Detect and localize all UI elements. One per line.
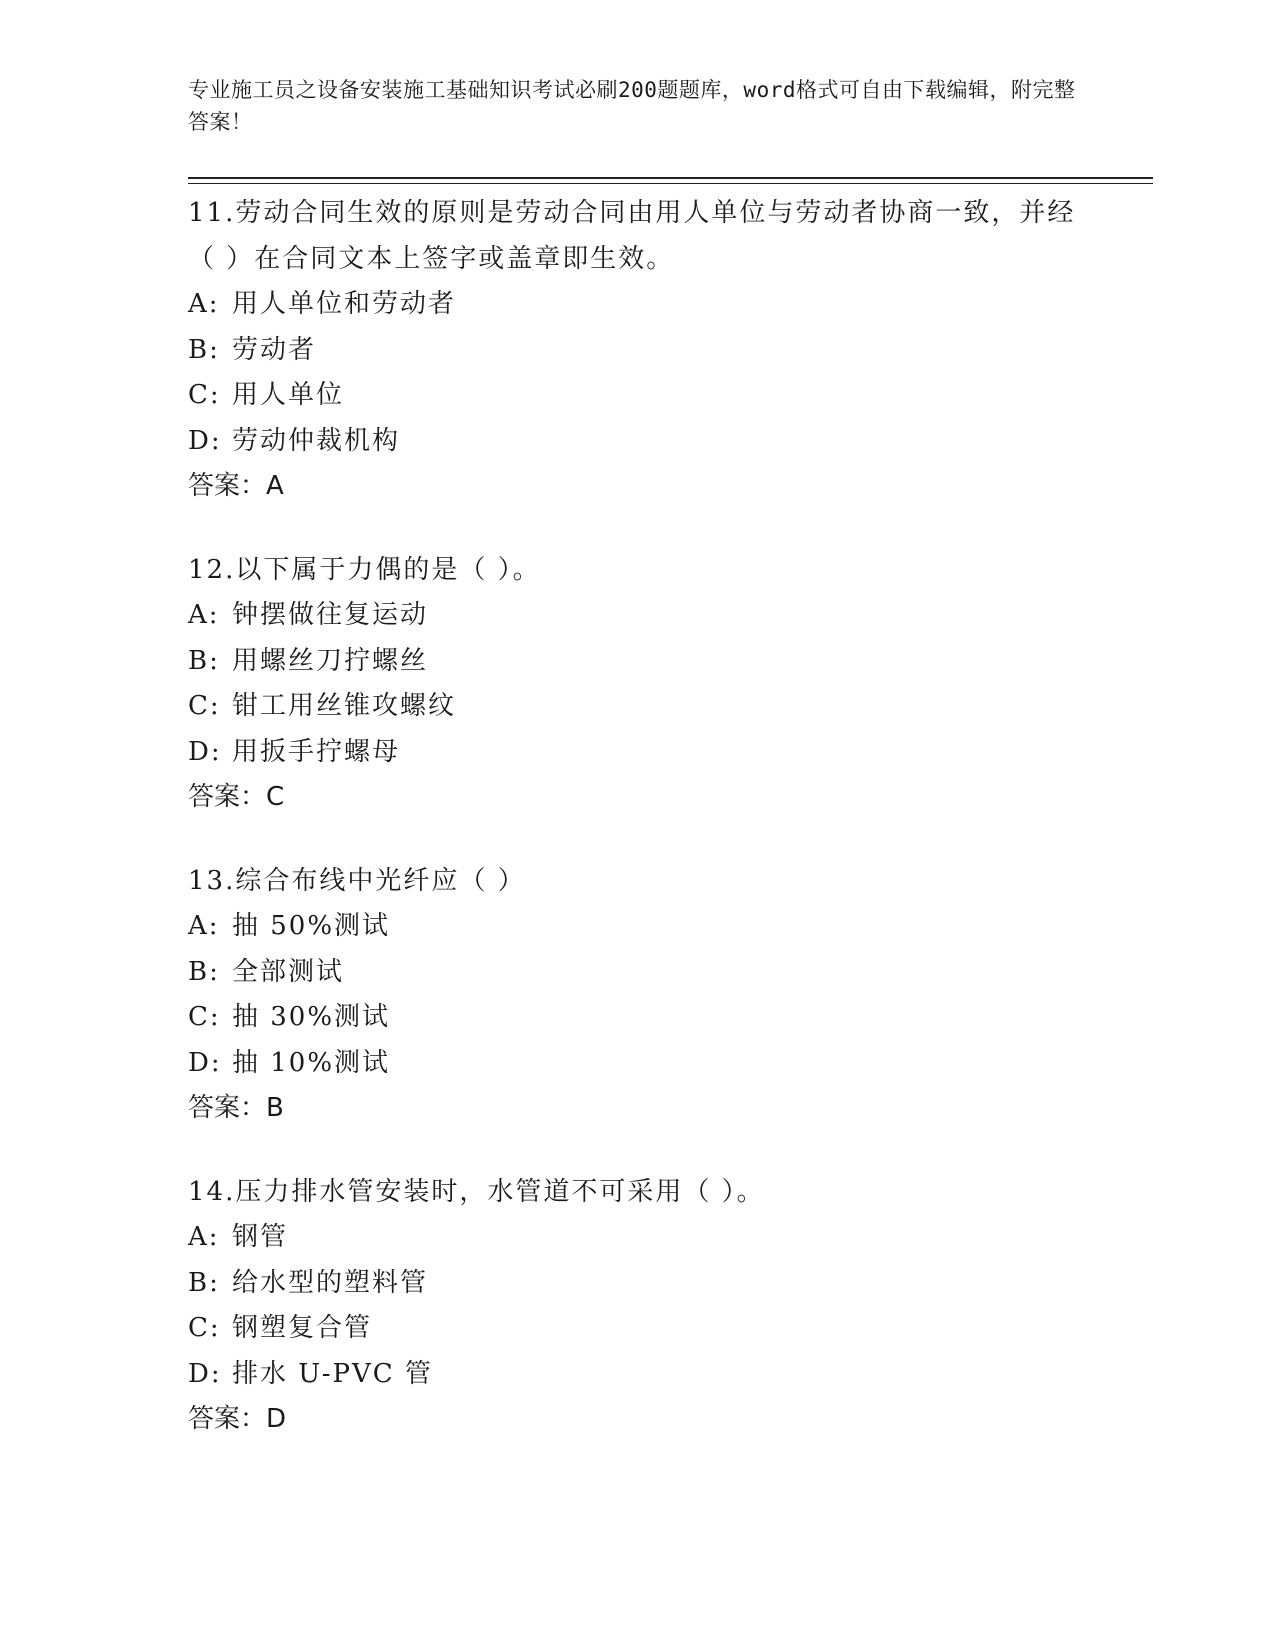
option-text: 钢塑复合管 <box>232 1313 373 1343</box>
option-b <box>188 639 1088 685</box>
option-label: C: <box>188 380 221 410</box>
option-c <box>188 684 1088 730</box>
question-stem: 11.劳动合同生效的原则是劳动合同由用人单位与劳动者协商一致，并经（ ）在合同文本上签字或盖章即生效。 <box>188 198 1076 274</box>
option-text: 用人单位 <box>232 380 345 410</box>
option-text: 抽 50%测试 <box>232 911 391 941</box>
option-label: C: <box>188 691 221 721</box>
question-12 <box>188 548 1088 821</box>
option-text: 全部测试 <box>232 956 345 987</box>
option-label: A: <box>188 600 220 630</box>
option-c <box>188 373 1088 419</box>
option-text: 钢管 <box>232 1222 289 1252</box>
option-label: C: <box>188 1002 221 1032</box>
option-label: B: <box>188 334 220 365</box>
answer-line: 答案：D <box>188 1404 287 1434</box>
header-divider-thick <box>188 177 1153 179</box>
answer-line: 答案：B <box>188 1093 284 1123</box>
option-text: 用扳手拧螺母 <box>232 736 401 767</box>
question-stem: 12.以下属于力偶的是（ ）。 <box>188 554 541 585</box>
option-text: 用人单位和劳动者 <box>232 289 457 319</box>
option-text: 抽 30%测试 <box>232 1002 391 1032</box>
question-14 <box>188 1170 1088 1443</box>
option-label: A: <box>188 289 220 319</box>
option-text: 钳工用丝锥攻螺纹 <box>232 691 457 721</box>
question-list <box>188 191 1088 1481</box>
option-label: B: <box>188 956 220 987</box>
option-label: D: <box>188 1358 222 1389</box>
option-d <box>188 419 1088 465</box>
option-text: 劳动仲裁机构 <box>232 425 401 456</box>
option-label: B: <box>188 1267 220 1298</box>
document-header: 专业施工员之设备安装施工基础知识考试必刷200题题库，word格式可自由下载编辑，附完整答案！ <box>188 78 1076 134</box>
option-c <box>188 995 1088 1041</box>
option-a <box>188 904 1088 950</box>
question-13 <box>188 859 1088 1132</box>
option-label: D: <box>188 736 222 767</box>
header-divider-thin <box>188 183 1153 184</box>
option-b <box>188 1261 1088 1307</box>
option-a <box>188 1215 1088 1261</box>
option-label: B: <box>188 645 220 676</box>
option-c <box>188 1306 1088 1352</box>
option-b <box>188 328 1088 374</box>
option-label: D: <box>188 425 222 456</box>
option-b <box>188 950 1088 996</box>
option-text: 排水 U-PVC 管 <box>232 1358 433 1389</box>
option-label: D: <box>188 1047 222 1078</box>
question-11 <box>188 191 1088 510</box>
option-d <box>188 730 1088 776</box>
question-stem: 13.综合布线中光纤应（ ） <box>188 865 526 896</box>
option-label: A: <box>188 911 220 941</box>
option-d <box>188 1041 1088 1087</box>
option-a <box>188 593 1088 639</box>
option-label: A: <box>188 1222 220 1252</box>
answer-line: 答案：A <box>188 471 284 501</box>
option-text: 抽 10%测试 <box>232 1047 391 1078</box>
option-text: 给水型的塑料管 <box>232 1267 429 1298</box>
option-a <box>188 282 1088 328</box>
option-d <box>188 1352 1088 1398</box>
option-text: 钟摆做往复运动 <box>232 600 429 630</box>
question-stem: 14.压力排水管安装时，水管道不可采用（ ）。 <box>188 1176 765 1207</box>
answer-line: 答案：C <box>188 782 285 812</box>
option-text: 用螺丝刀拧螺丝 <box>232 645 429 676</box>
option-text: 劳动者 <box>232 334 317 365</box>
option-label: C: <box>188 1313 221 1343</box>
